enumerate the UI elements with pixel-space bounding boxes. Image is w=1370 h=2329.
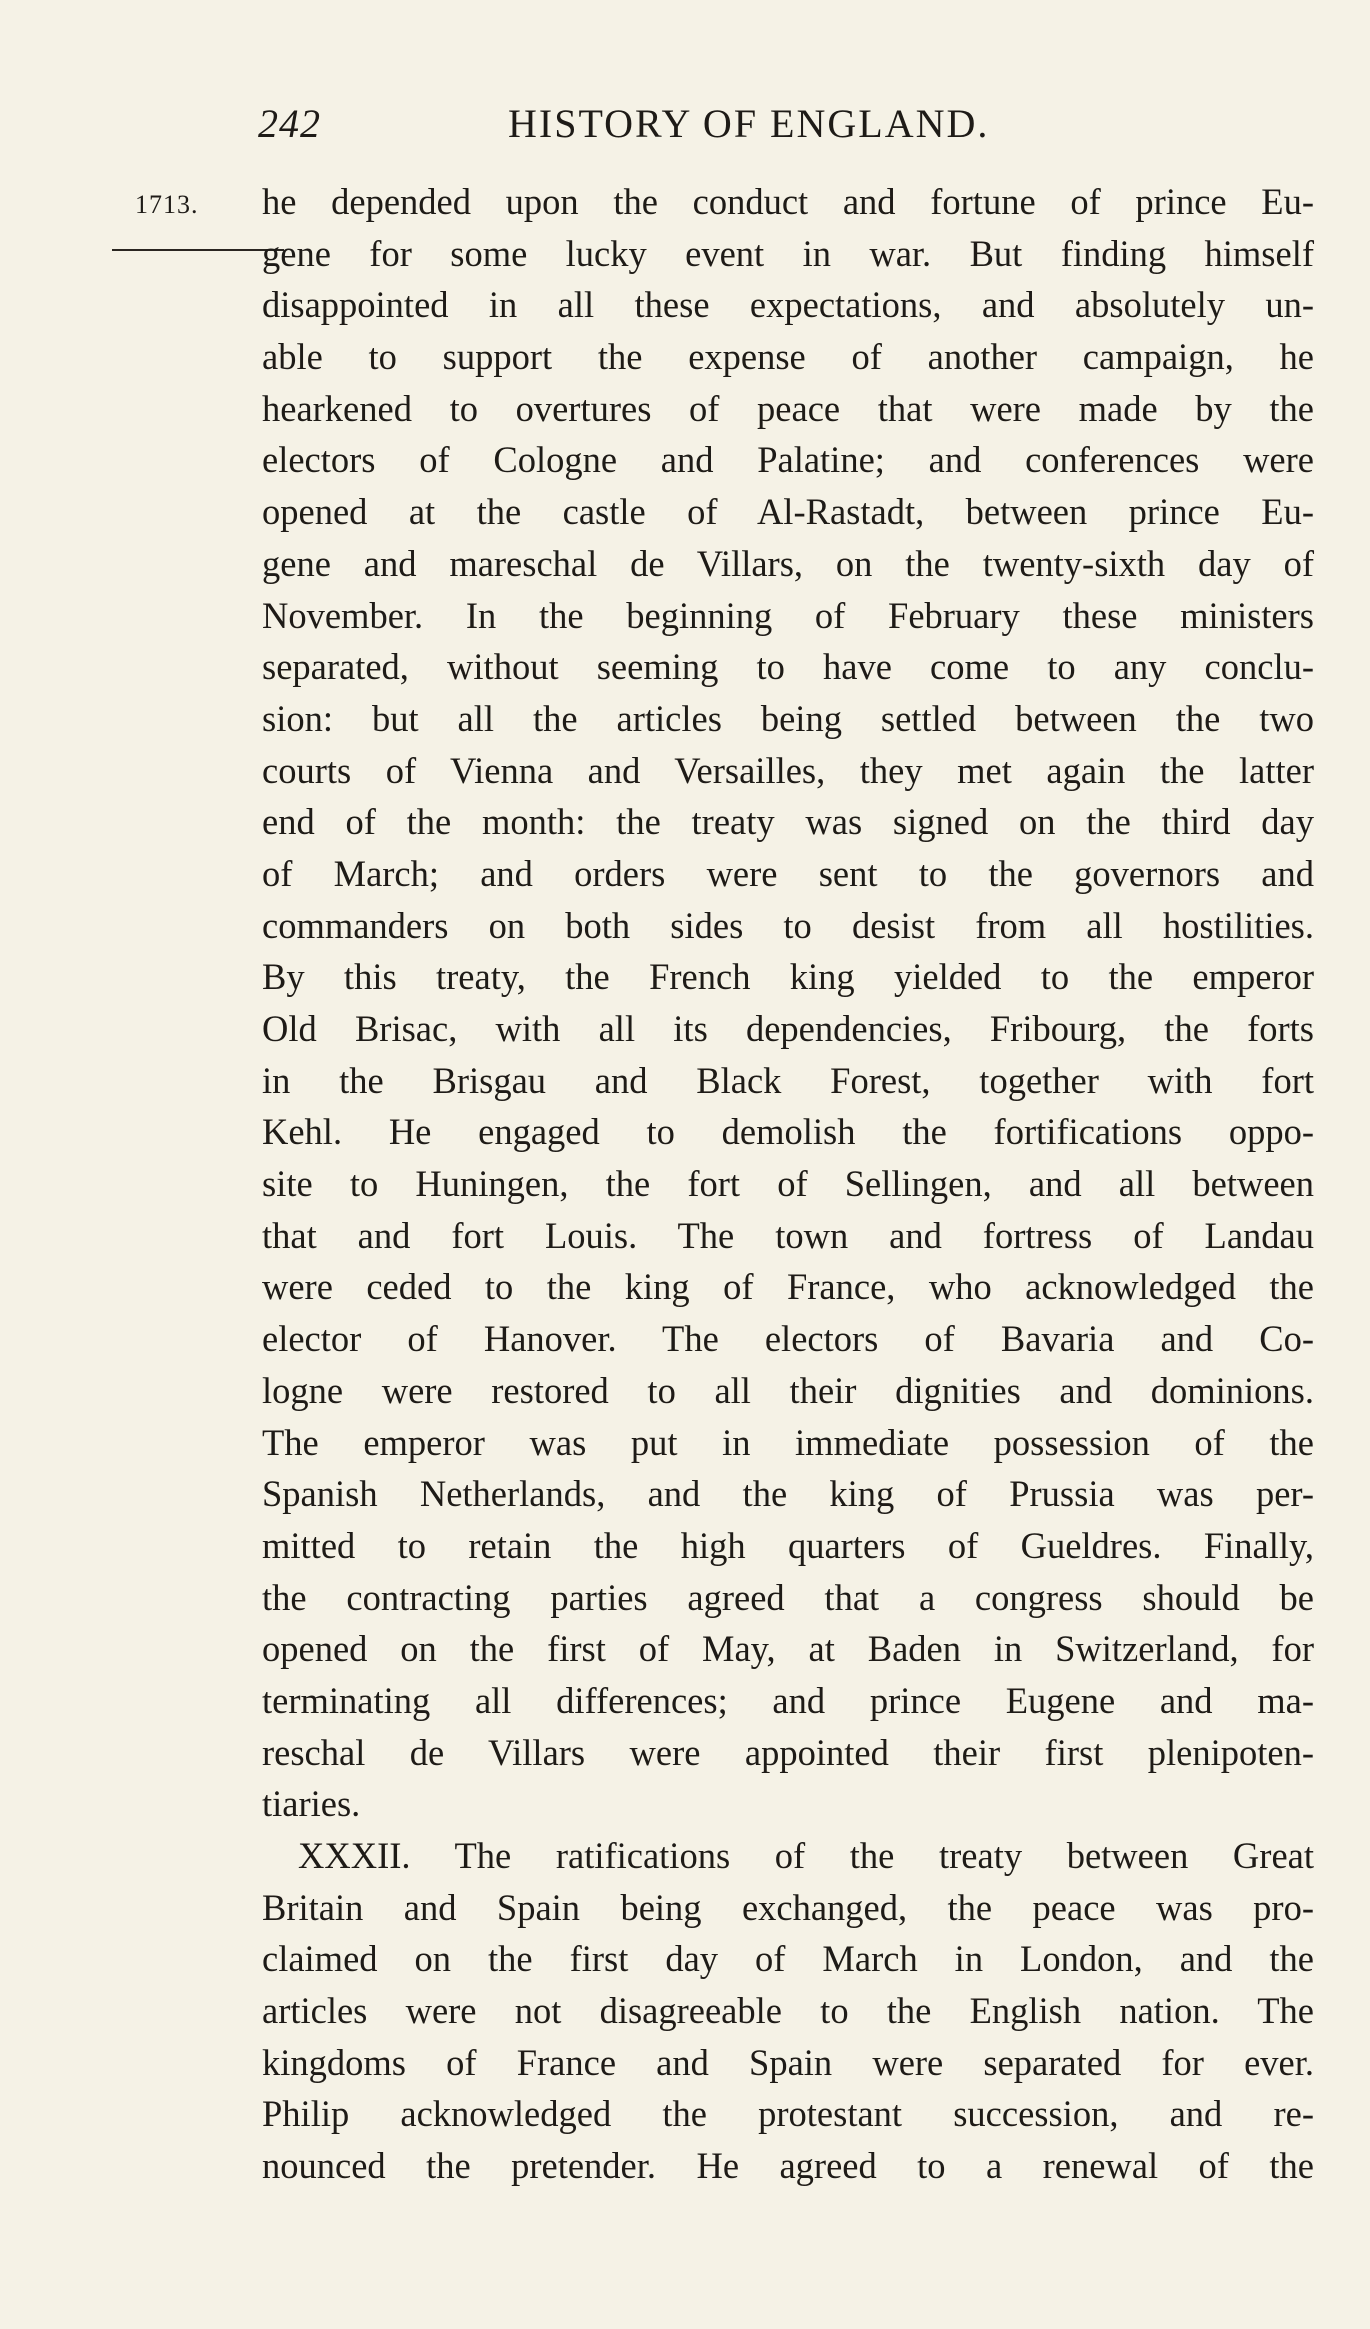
text-line: logne were restored to all their dignities and dominions. xyxy=(262,1369,1314,1411)
text-line: articles were not disagreeable to the English nation. The xyxy=(262,1990,1314,2032)
text-line: sion: but all the articles being settled between the two xyxy=(262,697,1314,739)
text-line: claimed on the first day of March in London, and the xyxy=(262,1938,1314,1980)
text-line: Kehl. He engaged to demolish the fortifications oppo- xyxy=(262,1111,1314,1153)
text-line: courts of Vienna and Versailles, they met again the latter xyxy=(262,749,1314,791)
text-line: he depended upon the conduct and fortune of prince Eu- xyxy=(262,181,1314,222)
text-line: separated, without seeming to have come to any conclu- xyxy=(262,646,1314,688)
text-line: of March; and orders were sent to the governors and xyxy=(262,852,1314,894)
text-line: in the Brisgau and Black Forest, together with fort xyxy=(262,1059,1314,1101)
text-line: gene and mareschal de Villars, on the twenty-sixth day of xyxy=(262,542,1314,584)
text-line: By this treaty, the French king yielded to the emperor xyxy=(262,956,1314,998)
text-line: hearkened to overtures of peace that were made by the xyxy=(262,387,1314,429)
page-header xyxy=(258,100,1118,160)
text-line: Old Brisac, with all its dependencies, Fribourg, the forts xyxy=(262,1008,1314,1049)
text-line: nounced the pretender. He agreed to a renewal of the xyxy=(262,2145,1314,2187)
text-line: disappointed in all these expectations, and absolutely un- xyxy=(262,284,1314,326)
margin-rule xyxy=(112,249,284,251)
text-line: Philip acknowledged the protestant succession, and re- xyxy=(262,2093,1314,2135)
text-line: opened on the first of May, at Baden in Switzerland, for xyxy=(262,1628,1314,1670)
text-line: Spanish Netherlands, and the king of Prussia was per- xyxy=(262,1473,1314,1515)
text-line: site to Huningen, the fort of Sellingen, and all between xyxy=(262,1163,1314,1205)
text-line: the contracting parties agreed that a congress should be xyxy=(262,1576,1314,1618)
page-number: 242 xyxy=(258,101,321,146)
text-line: tiaries. xyxy=(262,1783,361,1825)
text-line: gene for some lucky event in war. But finding himself xyxy=(262,232,1314,274)
text-line: kingdoms of France and Spain were separated for ever. xyxy=(262,2041,1314,2083)
text-line: mitted to retain the high quarters of Gueldres. Finally, xyxy=(262,1524,1314,1566)
body-text xyxy=(262,176,1314,2192)
text-line: were ceded to the king of France, who acknowledged the xyxy=(262,1266,1314,1308)
text-line: November. In the beginning of February these ministers xyxy=(262,594,1314,636)
margin-year-note: 1713. xyxy=(135,190,199,219)
running-title: HISTORY OF ENGLAND. xyxy=(508,101,990,146)
text-line: reschal de Villars were appointed their first plenipoten- xyxy=(262,1731,1314,1773)
text-line: able to support the expense of another campaign, he xyxy=(262,336,1314,378)
text-line: that and fort Louis. The town and fortress of Landau xyxy=(262,1214,1314,1256)
text-line: The emperor was put in immediate possession of the xyxy=(262,1421,1314,1463)
text-line: end of the month: the treaty was signed on the third day xyxy=(262,801,1314,843)
text-line: commanders on both sides to desist from all hostilities. xyxy=(262,904,1314,946)
text-line: Britain and Spain being exchanged, the peace was pro- xyxy=(262,1886,1314,1928)
text-line: elector of Hanover. The electors of Bavaria and Co- xyxy=(262,1318,1314,1360)
text-line: electors of Cologne and Palatine; and conferences were xyxy=(262,439,1314,481)
text-line: opened at the castle of Al-Rastadt, between prince Eu- xyxy=(262,491,1314,533)
text-line: terminating all differences; and prince Eugene and ma- xyxy=(262,1679,1314,1721)
section-start-line: XXXII. The ratifications of the treaty between Great xyxy=(298,1835,1314,1876)
